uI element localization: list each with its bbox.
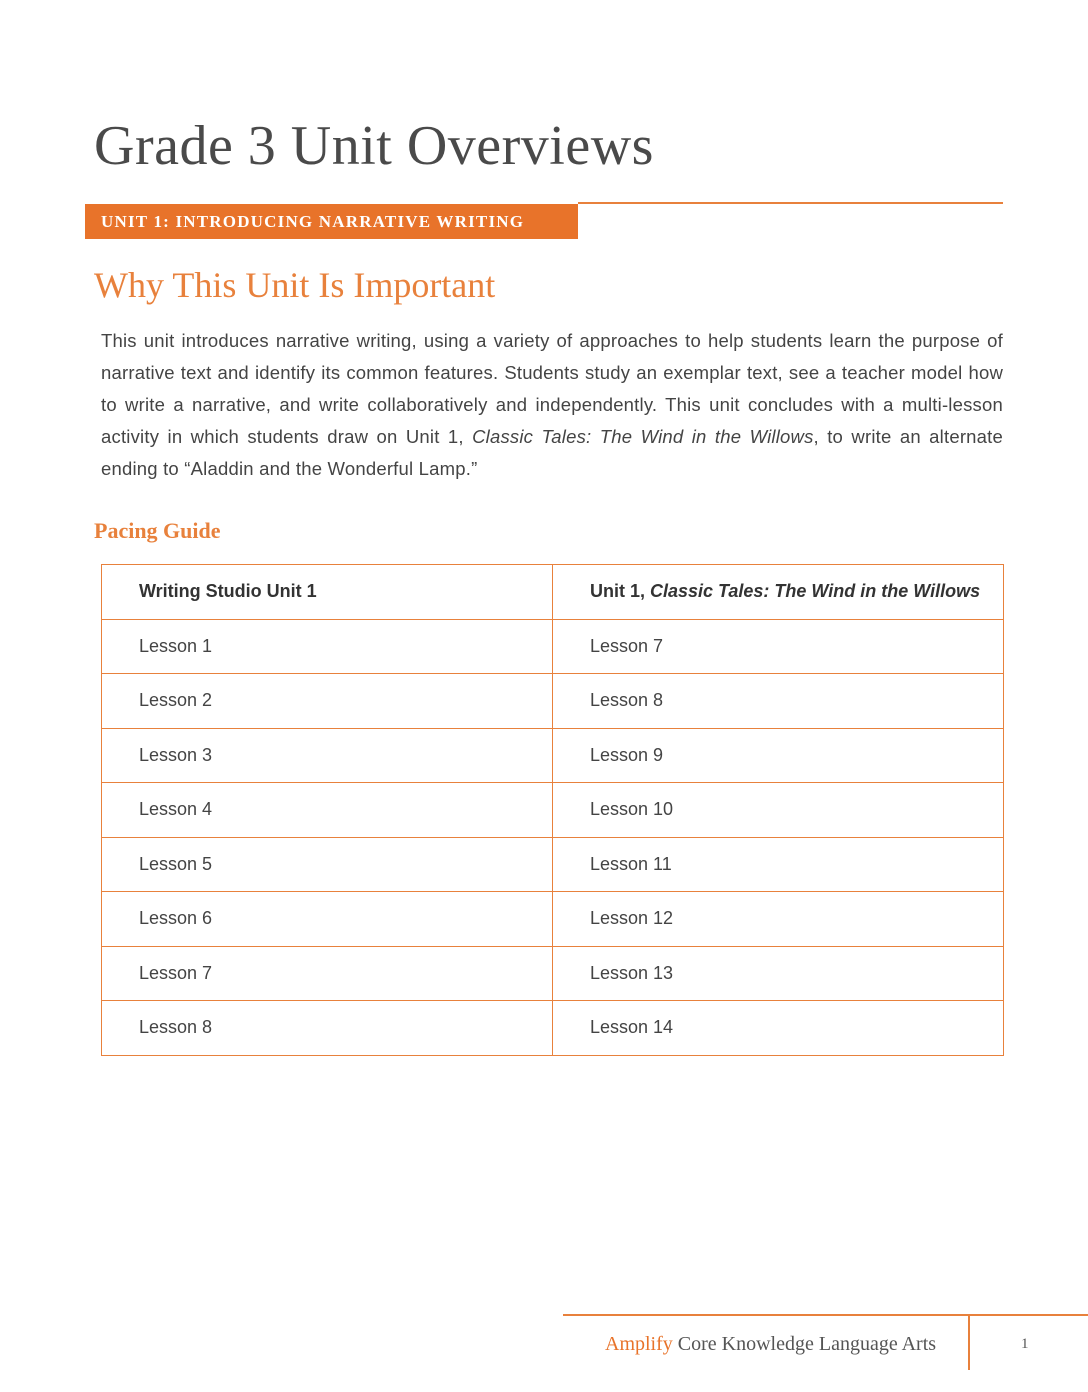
table-row — [102, 728, 1004, 783]
pacing-guide-table — [101, 564, 1004, 1056]
table-row — [102, 892, 1004, 947]
classic-tales-lesson-cell: Lesson 11 — [553, 837, 1004, 892]
header-unit-label: Unit 1, — [590, 581, 651, 602]
intro-text-start: This unit introduces narrative writing, using a variety of approaches to help students learn the purpose of narrative text and identify its common features. Students study an exemplar text, see a teacher model how to write a narrative, and write collaboratively and independently. This unit concludes with a multi-lesson activity in which students draw on Unit 1, — [101, 330, 1003, 447]
footer-rule — [563, 1314, 1088, 1316]
writing-lesson-cell: Lesson 3 — [102, 728, 553, 783]
header-book-title: Classic Tales: The Wind in the Willows — [650, 581, 981, 602]
classic-tales-lesson-cell: Lesson 10 — [553, 783, 1004, 838]
table-row — [102, 674, 1004, 729]
intro-text-end: , to write an alternate ending to “Aladdin and the Wonderful Lamp.” — [101, 426, 1003, 479]
classic-tales-lesson-cell: Lesson 9 — [553, 728, 1004, 783]
table-row — [102, 619, 1004, 674]
writing-lesson-cell: Lesson 1 — [102, 619, 553, 674]
header-writing-studio: Writing Studio Unit 1 — [102, 565, 553, 620]
table-row — [102, 837, 1004, 892]
writing-lesson-cell: Lesson 4 — [102, 783, 553, 838]
intro-paragraph — [101, 325, 1003, 485]
classic-tales-lesson-cell: Lesson 7 — [553, 619, 1004, 674]
page-title: Grade 3 Unit Overviews — [94, 115, 654, 177]
writing-lesson-cell: Lesson 5 — [102, 837, 553, 892]
footer-brand — [605, 1333, 936, 1356]
title-rule — [578, 202, 1003, 204]
header-classic-tales — [553, 565, 1004, 620]
writing-lesson-cell: Lesson 6 — [102, 892, 553, 947]
pacing-guide-heading: Pacing Guide — [94, 518, 221, 543]
footer-product-name: Core Knowledge Language Arts — [672, 1333, 937, 1355]
unit-banner: UNIT 1: INTRODUCING NARRATIVE WRITING — [85, 204, 578, 239]
intro-book-title: Classic Tales: The Wind in the Willows — [472, 426, 814, 447]
table-header-row — [102, 565, 1004, 620]
classic-tales-lesson-cell: Lesson 8 — [553, 674, 1004, 729]
table-row — [102, 1001, 1004, 1056]
page-number: 1 — [1021, 1336, 1029, 1352]
footer-divider — [968, 1316, 970, 1370]
writing-lesson-cell: Lesson 7 — [102, 946, 553, 1001]
section-heading: Why This Unit Is Important — [94, 265, 496, 305]
table-row — [102, 946, 1004, 1001]
amplify-logo-text: Amplify — [605, 1333, 673, 1355]
classic-tales-lesson-cell: Lesson 12 — [553, 892, 1004, 947]
writing-lesson-cell: Lesson 2 — [102, 674, 553, 729]
classic-tales-lesson-cell: Lesson 13 — [553, 946, 1004, 1001]
table-row — [102, 783, 1004, 838]
writing-lesson-cell: Lesson 8 — [102, 1001, 553, 1056]
classic-tales-lesson-cell: Lesson 14 — [553, 1001, 1004, 1056]
